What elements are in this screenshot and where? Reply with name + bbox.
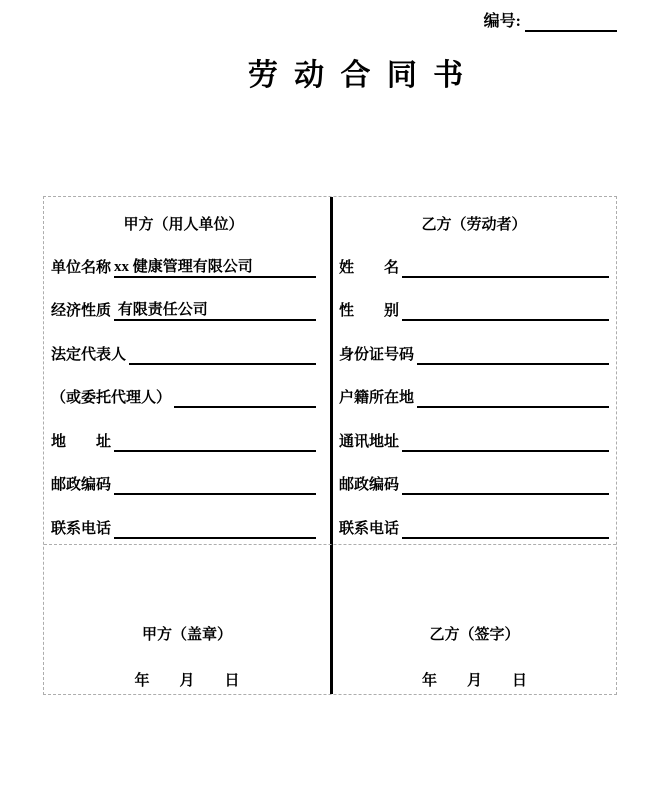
field-fill-line[interactable] xyxy=(417,386,609,408)
field-row-phone-b xyxy=(339,495,609,539)
field-label: 户籍所在地 xyxy=(339,390,415,406)
field-row-id-number xyxy=(339,321,609,365)
field-fill-line[interactable] xyxy=(114,517,316,539)
field-label: 邮政编码 xyxy=(339,477,400,493)
party-b-date-label: 年 月 日 xyxy=(421,673,527,689)
field-fill-line[interactable] xyxy=(114,430,316,452)
party-a-date-label: 年 月 日 xyxy=(134,673,240,689)
party-b-header: 乙方（劳动者） xyxy=(421,217,527,233)
field-row-gender xyxy=(339,278,609,322)
party-b-signature-section xyxy=(333,545,616,694)
field-label: 邮政编码 xyxy=(51,477,112,493)
field-row-phone-a xyxy=(51,495,316,539)
field-label: （或委托代理人） xyxy=(51,390,172,406)
field-row-name xyxy=(339,234,609,278)
party-b-sign-label: 乙方（签字） xyxy=(429,627,520,643)
field-value: 有限责任公司 xyxy=(114,302,208,318)
serial-number-blank-line[interactable] xyxy=(525,11,617,32)
field-label: 经济性质 xyxy=(51,303,112,319)
field-row-unit-name xyxy=(51,234,316,278)
contract-title: 劳 动 合 同 书 xyxy=(247,59,468,92)
party-a-section xyxy=(44,197,330,544)
field-label: 单位名称 xyxy=(51,259,112,276)
field-value: xx 健康管理有限公司 xyxy=(114,258,253,275)
party-a-header: 甲方（用人单位） xyxy=(123,217,244,233)
field-fill-line[interactable] xyxy=(402,430,609,452)
field-label: 性 别 xyxy=(339,303,400,319)
field-row-entrusted-agent xyxy=(51,365,316,409)
field-fill-line[interactable] xyxy=(402,256,609,278)
field-row-legal-representative xyxy=(51,321,316,365)
field-label: 联系电话 xyxy=(51,520,112,537)
field-row-address-a xyxy=(51,408,316,452)
field-fill-line[interactable] xyxy=(402,517,609,539)
field-row-mailing-address xyxy=(339,408,609,452)
contract-table xyxy=(43,196,617,695)
field-label: 法定代表人 xyxy=(51,346,127,363)
field-label: 地 址 xyxy=(51,433,112,450)
serial-number-label: 编号: xyxy=(483,13,521,30)
field-row-postal-code-a xyxy=(51,452,316,496)
field-fill-line[interactable] xyxy=(114,473,316,495)
party-b-section xyxy=(333,197,616,544)
field-fill-line[interactable] xyxy=(114,299,316,321)
field-fill-line[interactable] xyxy=(114,256,316,278)
field-row-economic-type xyxy=(51,278,316,322)
serial-number-field xyxy=(484,11,617,32)
field-fill-line[interactable] xyxy=(402,473,609,495)
field-label: 通讯地址 xyxy=(339,433,400,450)
field-label: 身份证号码 xyxy=(339,346,415,363)
field-fill-line[interactable] xyxy=(417,343,609,365)
field-row-postal-code-b xyxy=(339,452,609,496)
party-a-seal-label: 甲方（盖章） xyxy=(141,627,232,643)
field-fill-line[interactable] xyxy=(129,343,316,365)
field-label: 联系电话 xyxy=(339,520,400,537)
field-row-household-location xyxy=(339,365,609,409)
field-fill-line[interactable] xyxy=(174,386,316,408)
field-label: 姓 名 xyxy=(339,259,400,276)
party-a-signature-section xyxy=(44,545,330,694)
field-fill-line[interactable] xyxy=(402,299,609,321)
